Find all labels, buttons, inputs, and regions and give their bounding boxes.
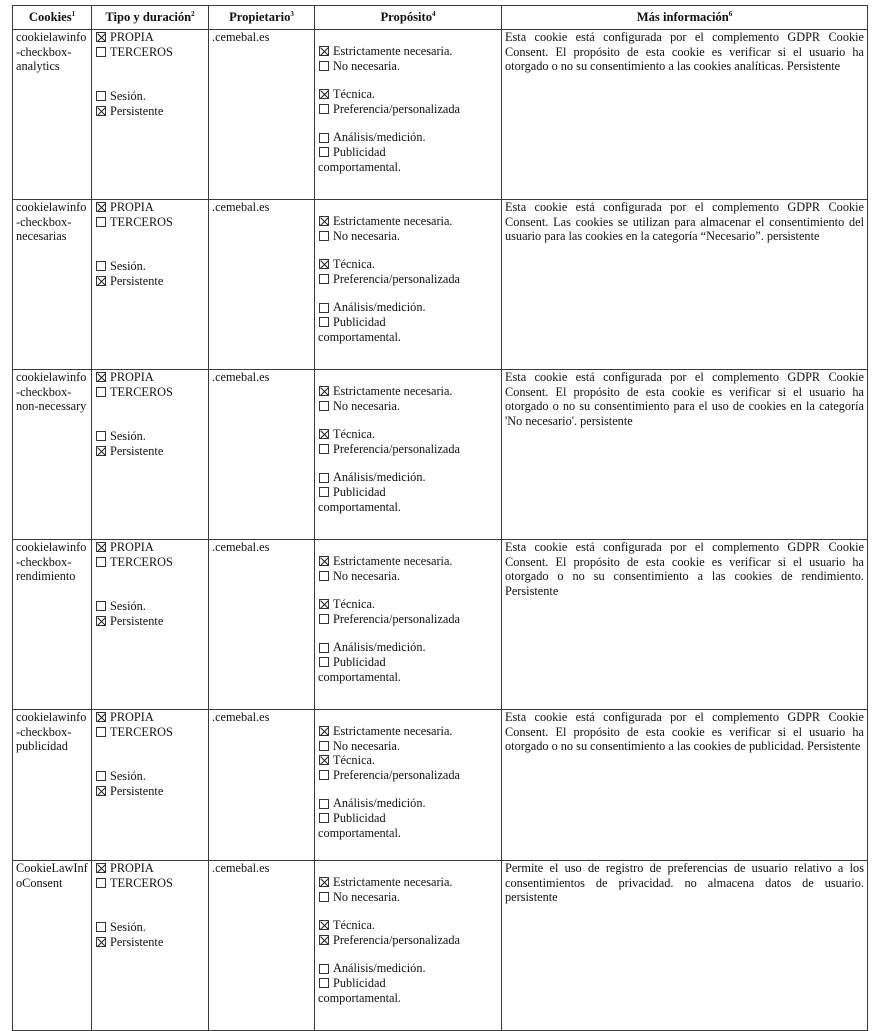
checkbox-analisis: Análisis/medición. bbox=[318, 640, 498, 655]
cookie-name: cookielawinfo-checkbox-necesarias bbox=[16, 200, 87, 244]
checked-box-icon bbox=[319, 89, 329, 99]
empty-box-icon bbox=[319, 978, 329, 988]
more-info-cell bbox=[502, 200, 868, 370]
checked-box-icon bbox=[319, 46, 329, 56]
empty-box-icon bbox=[96, 47, 106, 57]
purpose-cell bbox=[315, 710, 502, 861]
table-row bbox=[13, 370, 868, 540]
checkbox-no-necesaria: No necesaria. bbox=[318, 739, 498, 754]
checkbox-publicidad: Publicidad bbox=[318, 315, 498, 330]
checkbox-no-necesaria: No necesaria. bbox=[318, 399, 498, 414]
table-row bbox=[13, 540, 868, 710]
empty-box-icon bbox=[96, 727, 106, 737]
header-cookies: Cookies$^1$ bbox=[13, 6, 92, 30]
empty-box-icon bbox=[96, 91, 106, 101]
header-row bbox=[13, 6, 868, 30]
empty-box-icon bbox=[319, 964, 329, 974]
empty-box-icon bbox=[319, 61, 329, 71]
checkbox-propia: PROPIA bbox=[95, 861, 205, 876]
purpose-cell bbox=[315, 540, 502, 710]
cookie-name-cell bbox=[13, 200, 92, 370]
checked-box-icon bbox=[319, 877, 329, 887]
checkbox-tecnica: Técnica. bbox=[318, 753, 498, 768]
owner-cell bbox=[209, 370, 315, 540]
checkbox-analisis: Análisis/medición. bbox=[318, 796, 498, 811]
checkbox-propia: PROPIA bbox=[95, 710, 205, 725]
owner-domain: .cemebal.es bbox=[212, 861, 270, 875]
purpose-cell bbox=[315, 30, 502, 200]
empty-box-icon bbox=[96, 217, 106, 227]
checked-box-icon bbox=[96, 446, 106, 456]
empty-box-icon bbox=[319, 444, 329, 454]
checkbox-no-necesaria: No necesaria. bbox=[318, 59, 498, 74]
owner-cell bbox=[209, 540, 315, 710]
checked-box-icon bbox=[319, 920, 329, 930]
checked-box-icon bbox=[96, 786, 106, 796]
checkbox-tecnica: Técnica. bbox=[318, 87, 498, 102]
checkbox-sesion: Sesión. bbox=[95, 89, 205, 104]
empty-box-icon bbox=[319, 892, 329, 902]
checked-box-icon bbox=[96, 937, 106, 947]
owner-cell bbox=[209, 710, 315, 861]
owner-cell bbox=[209, 30, 315, 200]
cookie-name: cookielawinfo-checkbox-rendimiento bbox=[16, 540, 87, 584]
checked-box-icon bbox=[319, 259, 329, 269]
checkbox-terceros: TERCEROS bbox=[95, 45, 205, 60]
checkbox-terceros: TERCEROS bbox=[95, 215, 205, 230]
checked-box-icon bbox=[96, 372, 106, 382]
checkbox-estrictamente-necesaria: Estrictamente necesaria. bbox=[318, 875, 498, 890]
cookie-name-cell bbox=[13, 540, 92, 710]
checked-box-icon bbox=[96, 276, 106, 286]
checkbox-estrictamente-necesaria: Estrictamente necesaria. bbox=[318, 724, 498, 739]
checkbox-terceros: TERCEROS bbox=[95, 555, 205, 570]
more-info-text: Esta cookie está configurada por el complemento GDPR Cookie Consent. El propósito de esta cookie es verificar si el usuario ha otorgado o no su consentimiento a las cookies analíticas. Persistente bbox=[505, 30, 864, 74]
checkbox-analisis: Análisis/medición. bbox=[318, 470, 498, 485]
empty-box-icon bbox=[319, 614, 329, 624]
more-info-cell bbox=[502, 710, 868, 861]
checkbox-preferencia: Preferencia/personalizada bbox=[318, 933, 498, 948]
more-info-text: Esta cookie está configurada por el complemento GDPR Cookie Consent. Las cookies se utilizan para almacenar el consentimiento del usuario para las cookies en la categoría “Necesario”. persistente bbox=[505, 200, 864, 244]
checkbox-publicidad: Publicidad bbox=[318, 976, 498, 991]
table-row bbox=[13, 30, 868, 200]
owner-domain: .cemebal.es bbox=[212, 200, 270, 214]
checkbox-estrictamente-necesaria: Estrictamente necesaria. bbox=[318, 554, 498, 569]
type-duration-cell bbox=[92, 710, 209, 861]
checkbox-propia: PROPIA bbox=[95, 30, 205, 45]
type-duration-cell bbox=[92, 540, 209, 710]
publicidad-continuation: comportamental. bbox=[318, 669, 401, 684]
checkbox-preferencia: Preferencia/personalizada bbox=[318, 102, 498, 117]
footnote-ref: 6 bbox=[728, 10, 733, 19]
checkbox-propia: PROPIA bbox=[95, 540, 205, 555]
checkbox-persistente: Persistente bbox=[95, 104, 205, 119]
type-duration-cell bbox=[92, 370, 209, 540]
checkbox-persistente: Persistente bbox=[95, 784, 205, 799]
footnote-ref: 2 bbox=[191, 10, 195, 19]
empty-box-icon bbox=[96, 771, 106, 781]
checked-box-icon bbox=[319, 386, 329, 396]
empty-box-icon bbox=[319, 317, 329, 327]
more-info-cell bbox=[502, 861, 868, 1031]
checkbox-analisis: Análisis/medición. bbox=[318, 961, 498, 976]
footnote-ref: 1 bbox=[71, 10, 76, 19]
purpose-cell bbox=[315, 370, 502, 540]
empty-box-icon bbox=[319, 133, 329, 143]
checkbox-publicidad: Publicidad bbox=[318, 655, 498, 670]
checkbox-estrictamente-necesaria: Estrictamente necesaria. bbox=[318, 44, 498, 59]
more-info-text: Esta cookie está configurada por el complemento GDPR Cookie Consent. El propósito de esta cookie es verificar si el usuario ha otorgado o no su consentimiento para el uso de cookies en la categoría 'No necesario'. persistente bbox=[505, 370, 864, 428]
owner-domain: .cemebal.es bbox=[212, 30, 270, 44]
purpose-cell bbox=[315, 861, 502, 1031]
publicidad-continuation: comportamental. bbox=[318, 825, 401, 840]
header-propietario: Propietario$^3$ bbox=[209, 6, 315, 30]
empty-box-icon bbox=[319, 799, 329, 809]
type-duration-cell bbox=[92, 30, 209, 200]
empty-box-icon bbox=[319, 813, 329, 823]
checkbox-preferencia: Preferencia/personalizada bbox=[318, 442, 498, 457]
owner-domain: .cemebal.es bbox=[212, 540, 270, 554]
more-info-text: Esta cookie está configurada por el complemento GDPR Cookie Consent. El propósito de esta cookie es verificar si el usuario ha otorgado o no su consentimiento a las cookies de publicidad. Persistente bbox=[505, 710, 864, 754]
cookie-name-cell bbox=[13, 370, 92, 540]
checked-box-icon bbox=[96, 863, 106, 873]
checkbox-sesion: Sesión. bbox=[95, 259, 205, 274]
purpose-cell bbox=[315, 200, 502, 370]
header-tipo-duracion: Tipo y duración$^2$ bbox=[92, 6, 209, 30]
owner-domain: .cemebal.es bbox=[212, 710, 270, 724]
empty-box-icon bbox=[319, 770, 329, 780]
checked-box-icon bbox=[96, 32, 106, 42]
cookie-name: cookielawinfo-checkbox-publicidad bbox=[16, 710, 87, 754]
checkbox-analisis: Análisis/medición. bbox=[318, 130, 498, 145]
checkbox-tecnica: Técnica. bbox=[318, 597, 498, 612]
table-row bbox=[13, 710, 868, 861]
more-info-cell bbox=[502, 370, 868, 540]
empty-box-icon bbox=[96, 557, 106, 567]
more-info-cell bbox=[502, 30, 868, 200]
type-duration-cell bbox=[92, 200, 209, 370]
checkbox-persistente: Persistente bbox=[95, 274, 205, 289]
checkbox-tecnica: Técnica. bbox=[318, 918, 498, 933]
checkbox-preferencia: Preferencia/personalizada bbox=[318, 272, 498, 287]
owner-cell bbox=[209, 200, 315, 370]
checkbox-no-necesaria: No necesaria. bbox=[318, 890, 498, 905]
table-row bbox=[13, 861, 868, 1031]
empty-box-icon bbox=[319, 741, 329, 751]
checkbox-publicidad: Publicidad bbox=[318, 811, 498, 826]
checked-box-icon bbox=[96, 542, 106, 552]
checked-box-icon bbox=[319, 599, 329, 609]
empty-box-icon bbox=[319, 473, 329, 483]
more-info-text: Permite el uso de registro de preferencias de usuario relativo a los consentimientos de privacidad. no almacena datos de usuario. persistente bbox=[505, 861, 864, 905]
checked-box-icon bbox=[319, 556, 329, 566]
header-proposito: Propósito$^4$ bbox=[315, 6, 502, 30]
checkbox-tecnica: Técnica. bbox=[318, 427, 498, 442]
table-row bbox=[13, 200, 868, 370]
checkbox-terceros: TERCEROS bbox=[95, 725, 205, 740]
checkbox-terceros: TERCEROS bbox=[95, 876, 205, 891]
more-info-cell bbox=[502, 540, 868, 710]
checkbox-preferencia: Preferencia/personalizada bbox=[318, 612, 498, 627]
checkbox-persistente: Persistente bbox=[95, 614, 205, 629]
checkbox-propia: PROPIA bbox=[95, 200, 205, 215]
checkbox-no-necesaria: No necesaria. bbox=[318, 569, 498, 584]
checked-box-icon bbox=[319, 935, 329, 945]
cookie-name-cell bbox=[13, 30, 92, 200]
empty-box-icon bbox=[319, 274, 329, 284]
cookie-name: cookielawinfo-checkbox-non-necessary bbox=[16, 370, 87, 414]
header-mas-informacion: Más información$^6$ bbox=[502, 6, 868, 30]
empty-box-icon bbox=[96, 601, 106, 611]
more-info-text: Esta cookie está configurada por el complemento GDPR Cookie Consent. El propósito de esta cookie es verificar si el usuario ha otorgado o no su consentimiento a las cookies de rendimiento. Persistente bbox=[505, 540, 864, 598]
empty-box-icon bbox=[319, 571, 329, 581]
checkbox-sesion: Sesión. bbox=[95, 429, 205, 444]
empty-box-icon bbox=[96, 878, 106, 888]
cookie-name: CookieLawInfoConsent bbox=[16, 861, 88, 890]
checkbox-publicidad: Publicidad bbox=[318, 145, 498, 160]
checkbox-tecnica: Técnica. bbox=[318, 257, 498, 272]
cookie-table bbox=[12, 5, 868, 1031]
checkbox-persistente: Persistente bbox=[95, 935, 205, 950]
checkbox-no-necesaria: No necesaria. bbox=[318, 229, 498, 244]
checked-box-icon bbox=[96, 202, 106, 212]
owner-cell bbox=[209, 861, 315, 1031]
empty-box-icon bbox=[96, 431, 106, 441]
checked-box-icon bbox=[319, 755, 329, 765]
checked-box-icon bbox=[96, 106, 106, 116]
checked-box-icon bbox=[96, 712, 106, 722]
empty-box-icon bbox=[96, 261, 106, 271]
cookie-name: cookielawinfo-checkbox-analytics bbox=[16, 30, 87, 74]
checkbox-terceros: TERCEROS bbox=[95, 385, 205, 400]
empty-box-icon bbox=[96, 387, 106, 397]
checkbox-sesion: Sesión. bbox=[95, 599, 205, 614]
checkbox-estrictamente-necesaria: Estrictamente necesaria. bbox=[318, 214, 498, 229]
cookie-name-cell bbox=[13, 861, 92, 1031]
publicidad-continuation: comportamental. bbox=[318, 159, 401, 174]
empty-box-icon bbox=[319, 147, 329, 157]
checked-box-icon bbox=[319, 216, 329, 226]
checkbox-estrictamente-necesaria: Estrictamente necesaria. bbox=[318, 384, 498, 399]
checked-box-icon bbox=[319, 429, 329, 439]
publicidad-continuation: comportamental. bbox=[318, 499, 401, 514]
empty-box-icon bbox=[319, 657, 329, 667]
footnote-ref: 3 bbox=[290, 10, 294, 19]
empty-box-icon bbox=[96, 922, 106, 932]
empty-box-icon bbox=[319, 303, 329, 313]
empty-box-icon bbox=[319, 401, 329, 411]
footnote-ref: 4 bbox=[432, 10, 436, 19]
empty-box-icon bbox=[319, 643, 329, 653]
checkbox-publicidad: Publicidad bbox=[318, 485, 498, 500]
empty-box-icon bbox=[319, 104, 329, 114]
empty-box-icon bbox=[319, 487, 329, 497]
checkbox-analisis: Análisis/medición. bbox=[318, 300, 498, 315]
empty-box-icon bbox=[319, 231, 329, 241]
checkbox-persistente: Persistente bbox=[95, 444, 205, 459]
checkbox-sesion: Sesión. bbox=[95, 769, 205, 784]
owner-domain: .cemebal.es bbox=[212, 370, 270, 384]
checkbox-sesion: Sesión. bbox=[95, 920, 205, 935]
checked-box-icon bbox=[319, 726, 329, 736]
checkbox-preferencia: Preferencia/personalizada bbox=[318, 768, 498, 783]
publicidad-continuation: comportamental. bbox=[318, 329, 401, 344]
cookie-name-cell bbox=[13, 710, 92, 861]
publicidad-continuation: comportamental. bbox=[318, 990, 401, 1005]
checked-box-icon bbox=[96, 616, 106, 626]
type-duration-cell bbox=[92, 861, 209, 1031]
checkbox-propia: PROPIA bbox=[95, 370, 205, 385]
